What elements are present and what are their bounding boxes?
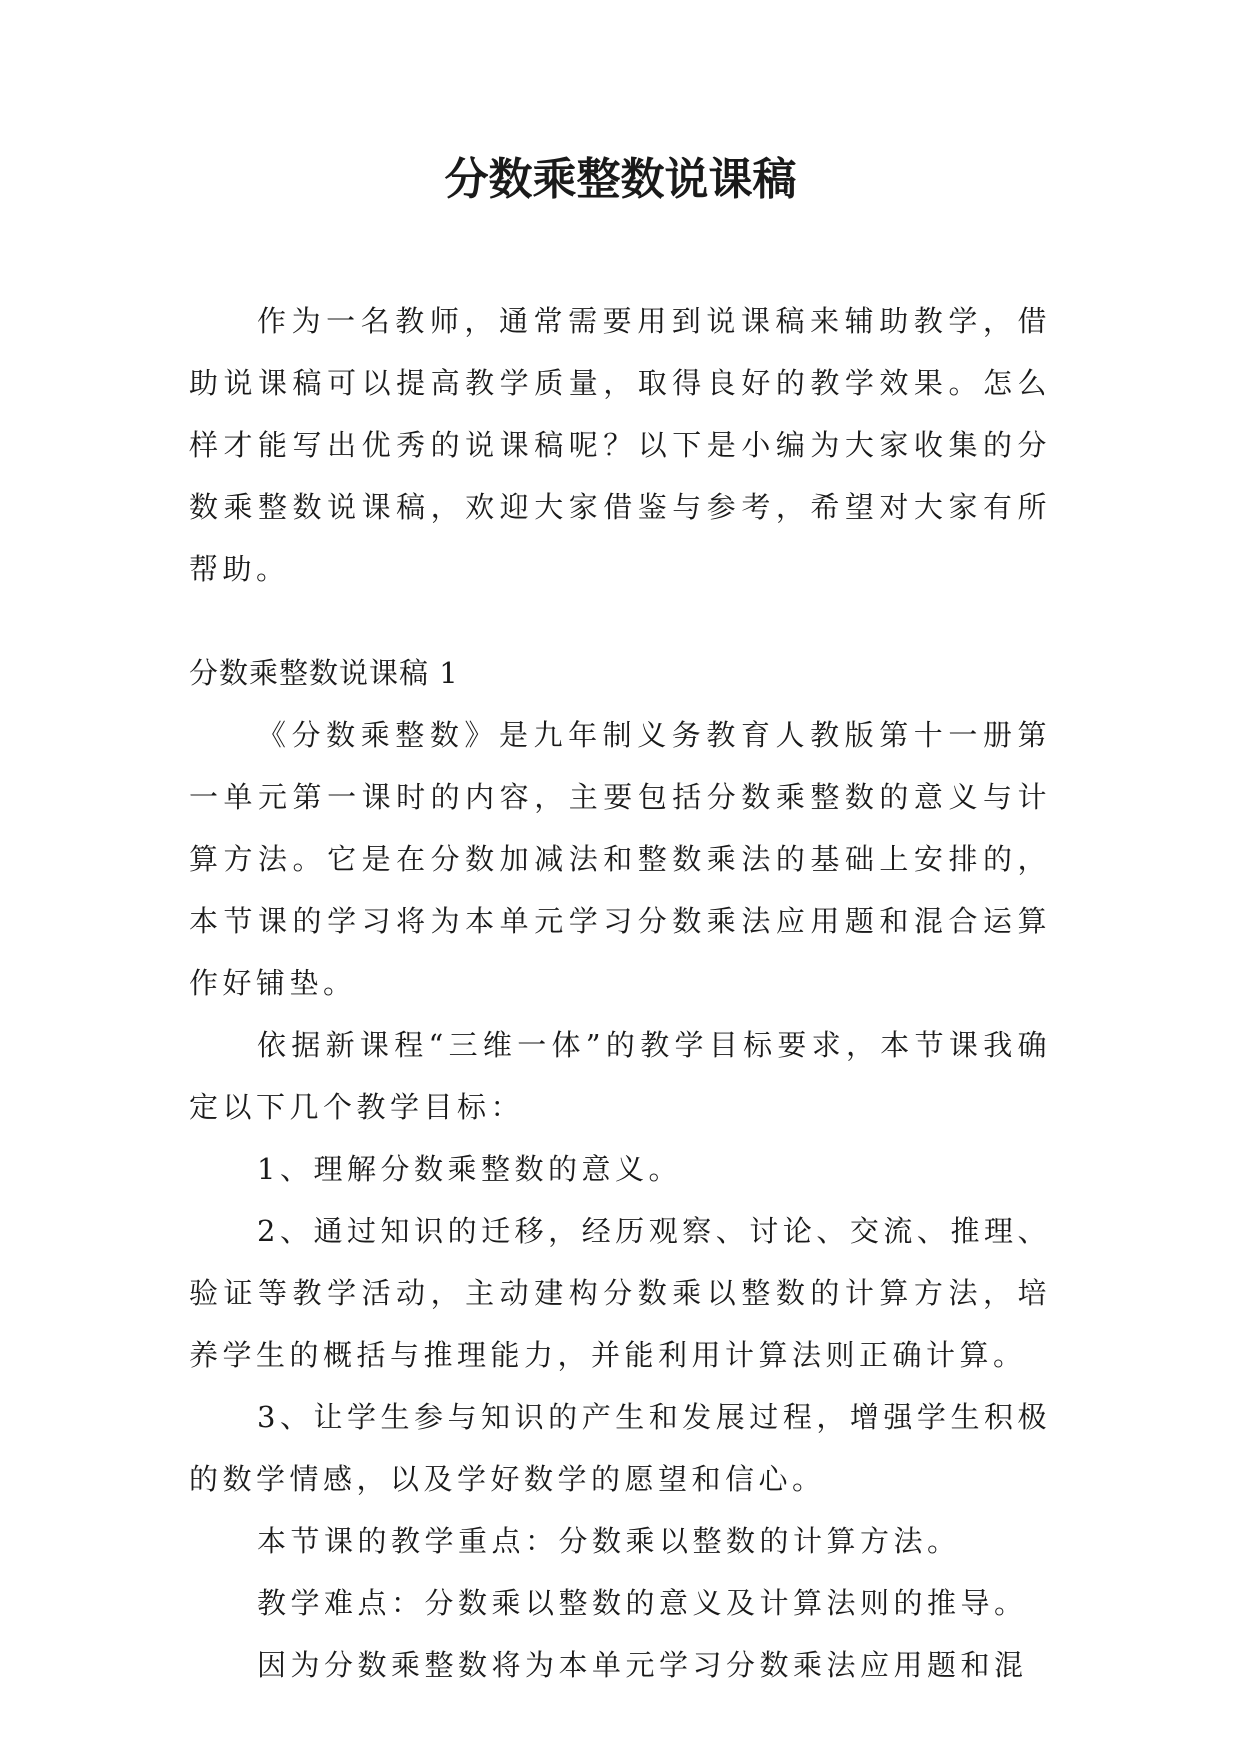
objective-item: 1、理解分数乘整数的意义。	[257, 1152, 682, 1186]
objective-item: 3、让学生参与知识的产生和发展过程，增强学生积极的数学情感，以及学好数学的愿望和信心。	[189, 1400, 1051, 1496]
section-heading: 分数乘整数说课稿 1	[189, 656, 459, 690]
document-body	[189, 290, 1051, 1696]
body-paragraph: 依据新课程“三维一体”的教学目标要求，本节课我确定以下几个教学目标：	[189, 1028, 1051, 1124]
key-point-paragraph: 本节课的教学重点：分数乘以整数的计算方法。	[257, 1524, 961, 1558]
body-paragraph: 因为分数乘整数将为本单元学习分数乘法应用题和混	[257, 1648, 1028, 1682]
objective-item: 2、通过知识的迁移，经历观察、讨论、交流、推理、验证等教学活动，主动建构分数乘以整数的计算方法，培养学生的概括与推理能力，并能利用计算法则正确计算。	[189, 1214, 1051, 1372]
section-spacer	[189, 600, 1051, 642]
difficulty-paragraph: 教学难点：分数乘以整数的意义及计算法则的推导。	[257, 1586, 1028, 1620]
intro-paragraph: 作为一名教师，通常需要用到说课稿来辅助教学，借助说课稿可以提高教学质量，取得良好的教学效果。怎么样才能写出优秀的说课稿呢？以下是小编为大家收集的分数乘整数说课稿，欢迎大家借鉴与参考，希望对大家有所帮助。	[189, 304, 1051, 586]
body-paragraph: 《分数乘整数》是九年制义务教育人教版第十一册第一单元第一课时的内容，主要包括分数乘整数的意义与计算方法。它是在分数加减法和整数乘法的基础上安排的，本节课的学习将为本单元学习分数乘法应用题和混合运算作好铺垫。	[189, 718, 1051, 1000]
document-title: 分数乘整数说课稿	[444, 154, 797, 205]
